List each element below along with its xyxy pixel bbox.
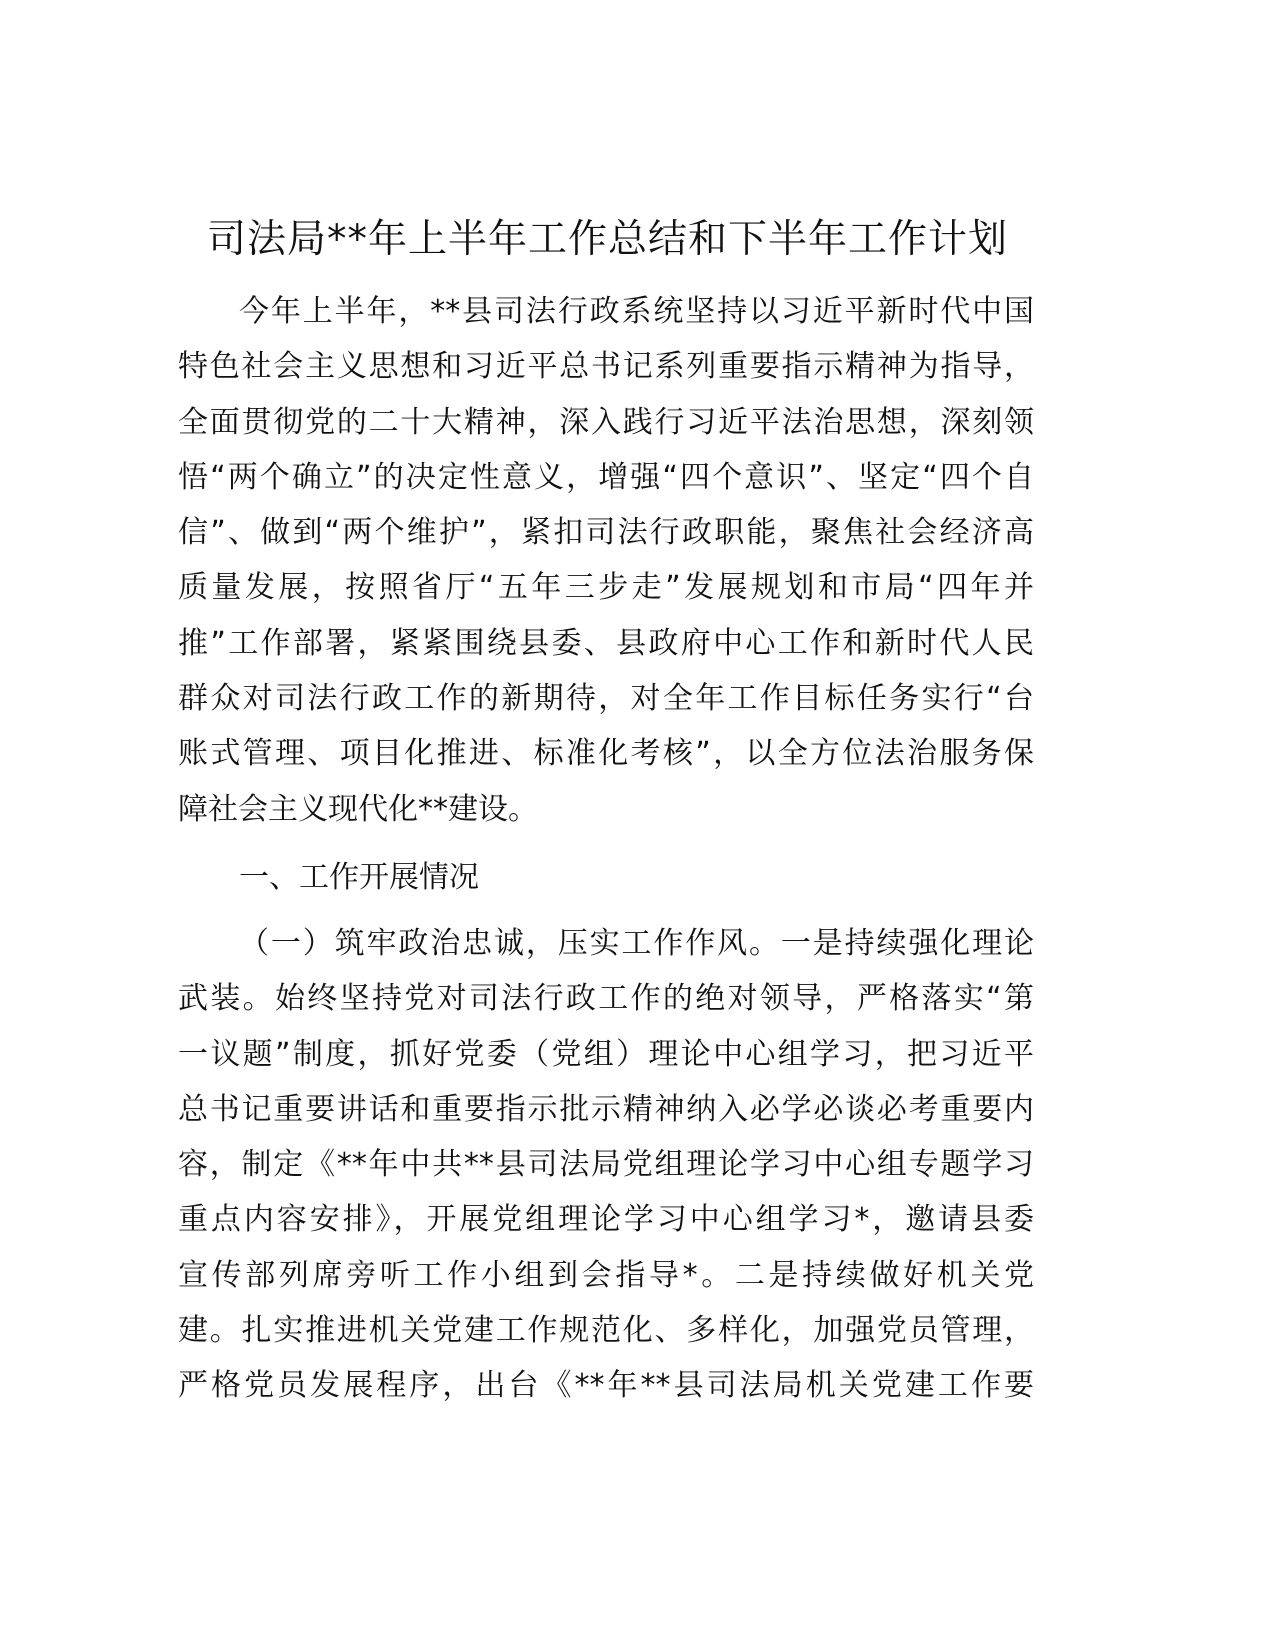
text-line: 特色社会主义思想和习近平总书记系列重要指示精神为指导， [178,349,1034,385]
text-line: 全面贯彻党的二十大精神，深入践行习近平法治思想，深刻领 [178,404,1034,440]
text-line: 推”工作部署，紧紧围绕县委、县政府中心工作和新时代人民 [178,625,1034,661]
text-line: 质量发展，按照省厅“五年三步走”发展规划和市局“四年并 [178,570,1034,606]
text-line: 宣传部列席旁听工作小组到会指导*。二是持续做好机关党 [178,1257,1034,1293]
text-line: 容，制定《**年中共**县司法局党组理论学习中心组专题学习 [178,1147,1034,1183]
text-line: 账式管理、项目化推进、标准化考核”，以全方位法治服务保 [178,736,1034,772]
section-heading [178,850,1034,905]
text-line: 建。扎实推进机关党建工作规范化、多样化，加强党员管理， [178,1313,1034,1349]
text-line: 障社会主义现代化**建设。 [178,791,538,827]
section-heading-text: 一、工作开展情况 [239,860,479,895]
text-line: 重点内容安排》，开展党组理论学习中心组学习*，邀请县委 [178,1202,1034,1238]
text-line: 总书记重要讲话和重要指示批示精神纳入必学必谈必考重要内 [178,1091,1034,1127]
paragraph-section1 [178,916,1034,1414]
paragraph-intro [178,284,1034,837]
text-line: 武装。始终坚持党对司法行政工作的绝对领导，严格落实“第 [178,981,1034,1017]
text-line: 严格党员发展程序，出台《**年**县司法局机关党建工作要 [178,1368,1034,1404]
text-line: 群众对司法行政工作的新期待，对全年工作目标任务实行“台 [178,681,1034,717]
document-title: 司法局**年上半年工作总结和下半年工作计划 [206,217,1008,262]
text-line: 一议题”制度，抓好党委（党组）理论中心组学习，把习近平 [178,1036,1034,1072]
text-line: 悟“两个确立”的决定性意义，增强“四个意识”、坚定“四个自 [178,459,1034,495]
text-line: 信”、做到“两个维护”，紧扣司法行政职能，聚焦社会经济高 [178,515,1034,551]
text-line: 今年上半年，**县司法行政系统坚持以习近平新时代中国 [239,294,1034,329]
text-line: （一）筑牢政治忠诚，压实工作作风。一是持续强化理论 [239,926,1034,961]
